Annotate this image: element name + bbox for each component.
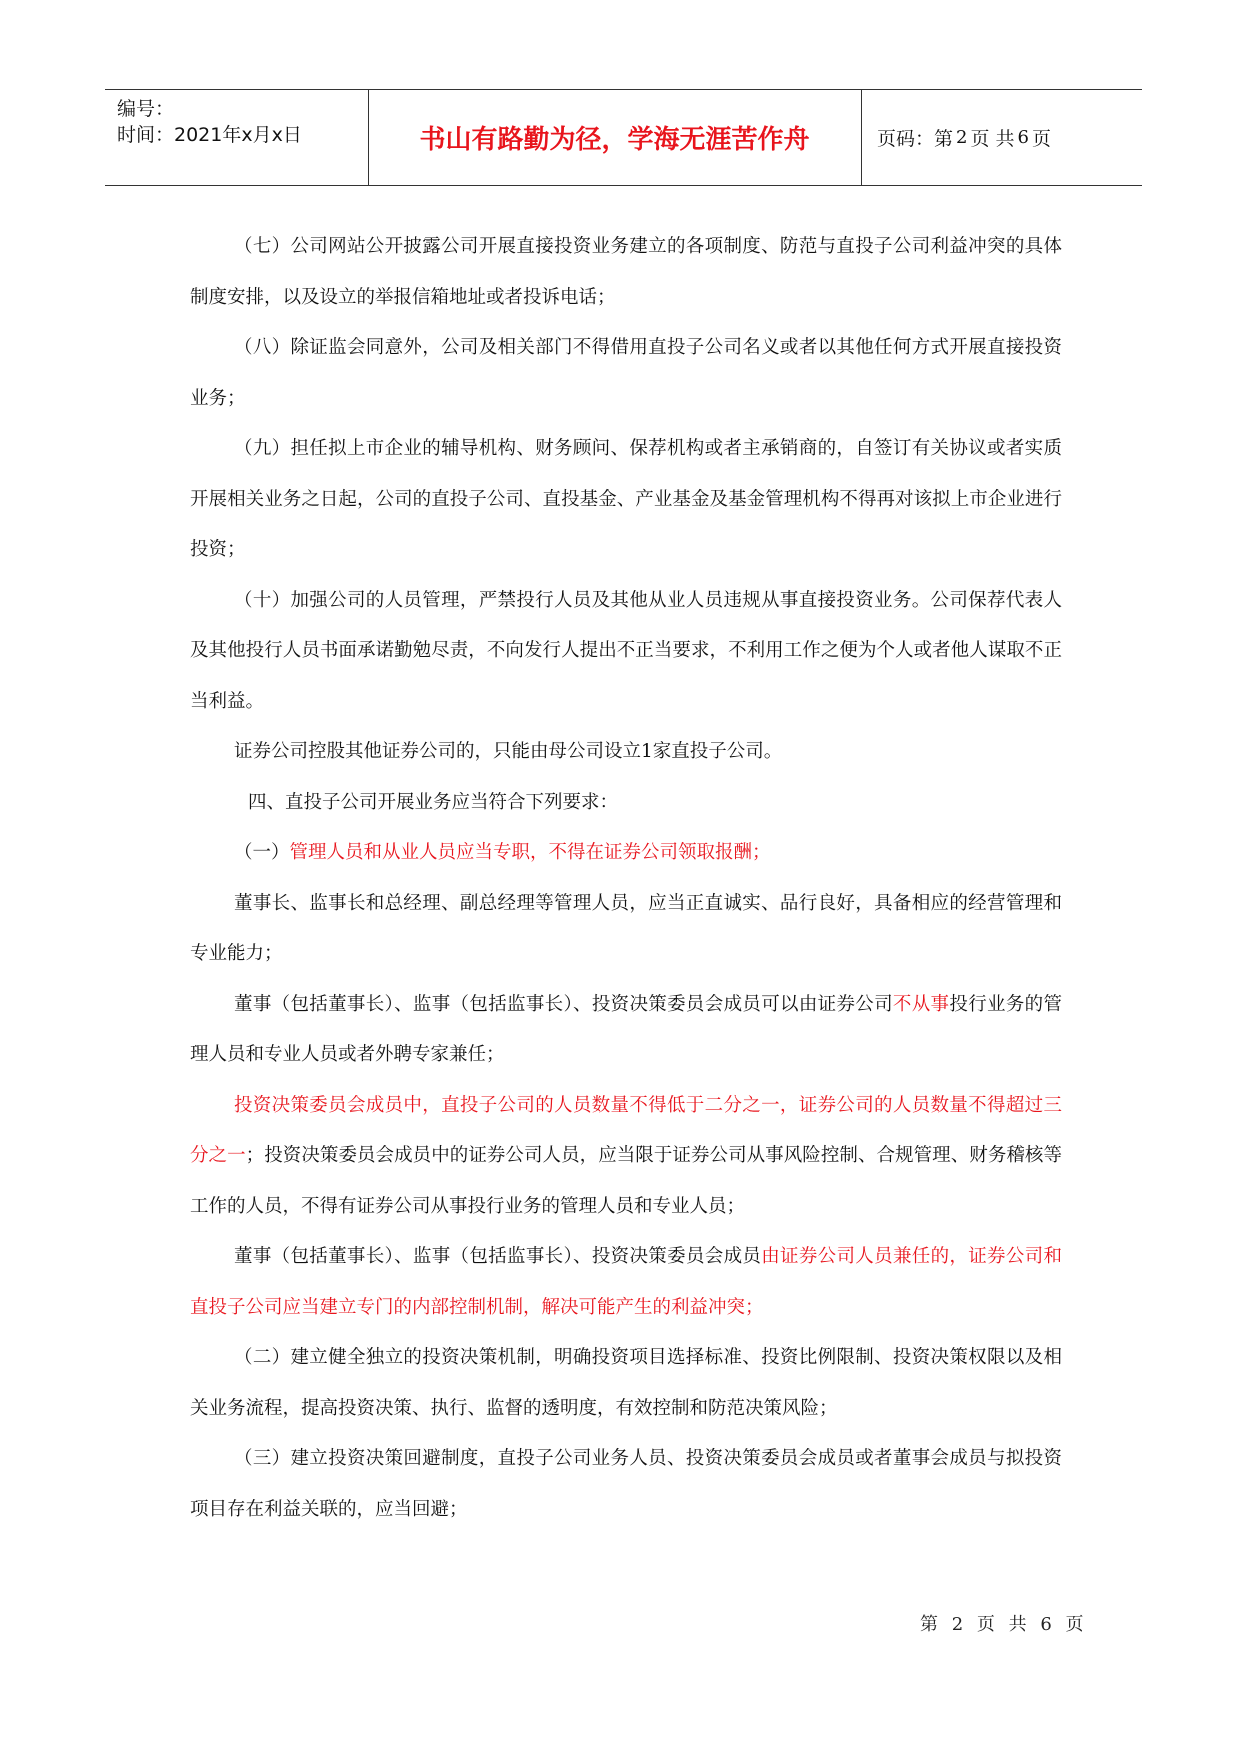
- highlighted-text: 投资决策委员会成员中，直投子公司的人员数量不得低于二分之一，证券公司的人员数量不得超过三分之一: [190, 1094, 1062, 1166]
- document-body: [190, 222, 1062, 1535]
- page-suffix: 页: [1031, 128, 1051, 150]
- paragraph-7: （七）公司网站公开披露公司开展直接投资业务建立的各项制度、防范与直投子公司利益冲突的具体制度安排，以及设立的举报信箱地址或者投诉电话；: [190, 236, 1062, 308]
- plain-text: ；投资决策委员会成员中的证券公司人员，应当限于证券公司从事风险控制、合规管理、财务稽核等工作的人员，不得有证券公司从事投行业务的管理人员和专业人员；: [190, 1145, 1062, 1217]
- page-total: 6: [1017, 127, 1029, 148]
- page-footer: 第 2 页 共 6 页: [920, 1614, 1088, 1635]
- paragraph-concurrent: [190, 1232, 1062, 1333]
- header-meta: [117, 90, 367, 185]
- paragraph-10: （十）加强公司的人员管理，严禁投行人员及其他从业人员违规从事直接投资业务。公司保荐代表人及其他投行人员书面承诺勤勉尽责，不向发行人提出不正当要求，不利用工作之便为个人或者他人谋取不正当利益。: [190, 589, 1062, 712]
- section-heading-4: 四、直投子公司开展业务应当符合下列要求：: [248, 791, 619, 813]
- paragraph-9: （九）担任拟上市企业的辅导机构、财务顾问、保荐机构或者主承销商的，自签订有关协议或者实质开展相关业务之日起，公司的直投子公司、直投基金、产业基金及基金管理机构不得再对该拟上市企业进行投资；: [190, 438, 1062, 560]
- paragraph-directors: [190, 980, 1062, 1081]
- highlighted-text: 不从事: [892, 993, 950, 1015]
- plain-text: 董事（包括董事长）、监事（包括监事长）、投资决策委员会成员: [234, 1246, 762, 1267]
- highlighted-text: 管理人员和从业人员应当专职，不得在证券公司领取报酬；: [289, 842, 771, 863]
- plain-text: 投行业务的管理人员和专业人员或者外聘专家兼任；: [190, 993, 1062, 1065]
- paragraph-item-3: （三）建立投资决策回避制度，直投子公司业务人员、投资决策委员会成员或者董事会成员与拟投资项目存在利益关联的，应当回避；: [190, 1448, 1062, 1520]
- document-header: [105, 89, 1142, 186]
- paragraph-item-2: （二）建立健全独立的投资决策机制，明确投资项目选择标准、投资比例限制、投资决策权限以及相关业务流程，提高投资决策、执行、监督的透明度，有效控制和防范决策风险；: [190, 1347, 1062, 1419]
- plain-text: 董事（包括董事长）、监事（包括监事长）、投资决策委员会成员可以由证券公司: [234, 993, 893, 1015]
- page-current: 2: [956, 127, 968, 148]
- time-label: 时间：2021年x月x日: [117, 124, 302, 146]
- page-prefix: 页码：第: [877, 128, 954, 150]
- paragraph-committee: [190, 1081, 1062, 1233]
- paragraph-8: （八）除证监会同意外，公司及相关部门不得借用直投子公司名义或者以其他任何方式开展直接投资业务；: [190, 337, 1062, 409]
- paragraph-management: 董事长、监事长和总经理、副总经理等管理人员，应当正直诚实、品行良好，具备相应的经营管理和专业能力；: [190, 892, 1062, 964]
- header-page-number: [863, 90, 1142, 185]
- serial-label: 编号：: [117, 98, 175, 120]
- item-number: （一）: [234, 842, 290, 863]
- header-divider: [861, 90, 862, 185]
- paragraph-item-1: [190, 828, 1062, 879]
- header-motto: 书山有路勤为径，学海无涯苦作舟: [419, 125, 810, 155]
- paragraph-note: 证券公司控股其他证券公司的，只能由母公司设立1家直投子公司。: [234, 741, 783, 762]
- highlighted-text: 由证券公司人员兼任的，证券公司和直投子公司应当建立专门的内部控制机制，解决可能产生的利益冲突；: [190, 1246, 1062, 1318]
- page-mid: 页 共: [970, 128, 1015, 150]
